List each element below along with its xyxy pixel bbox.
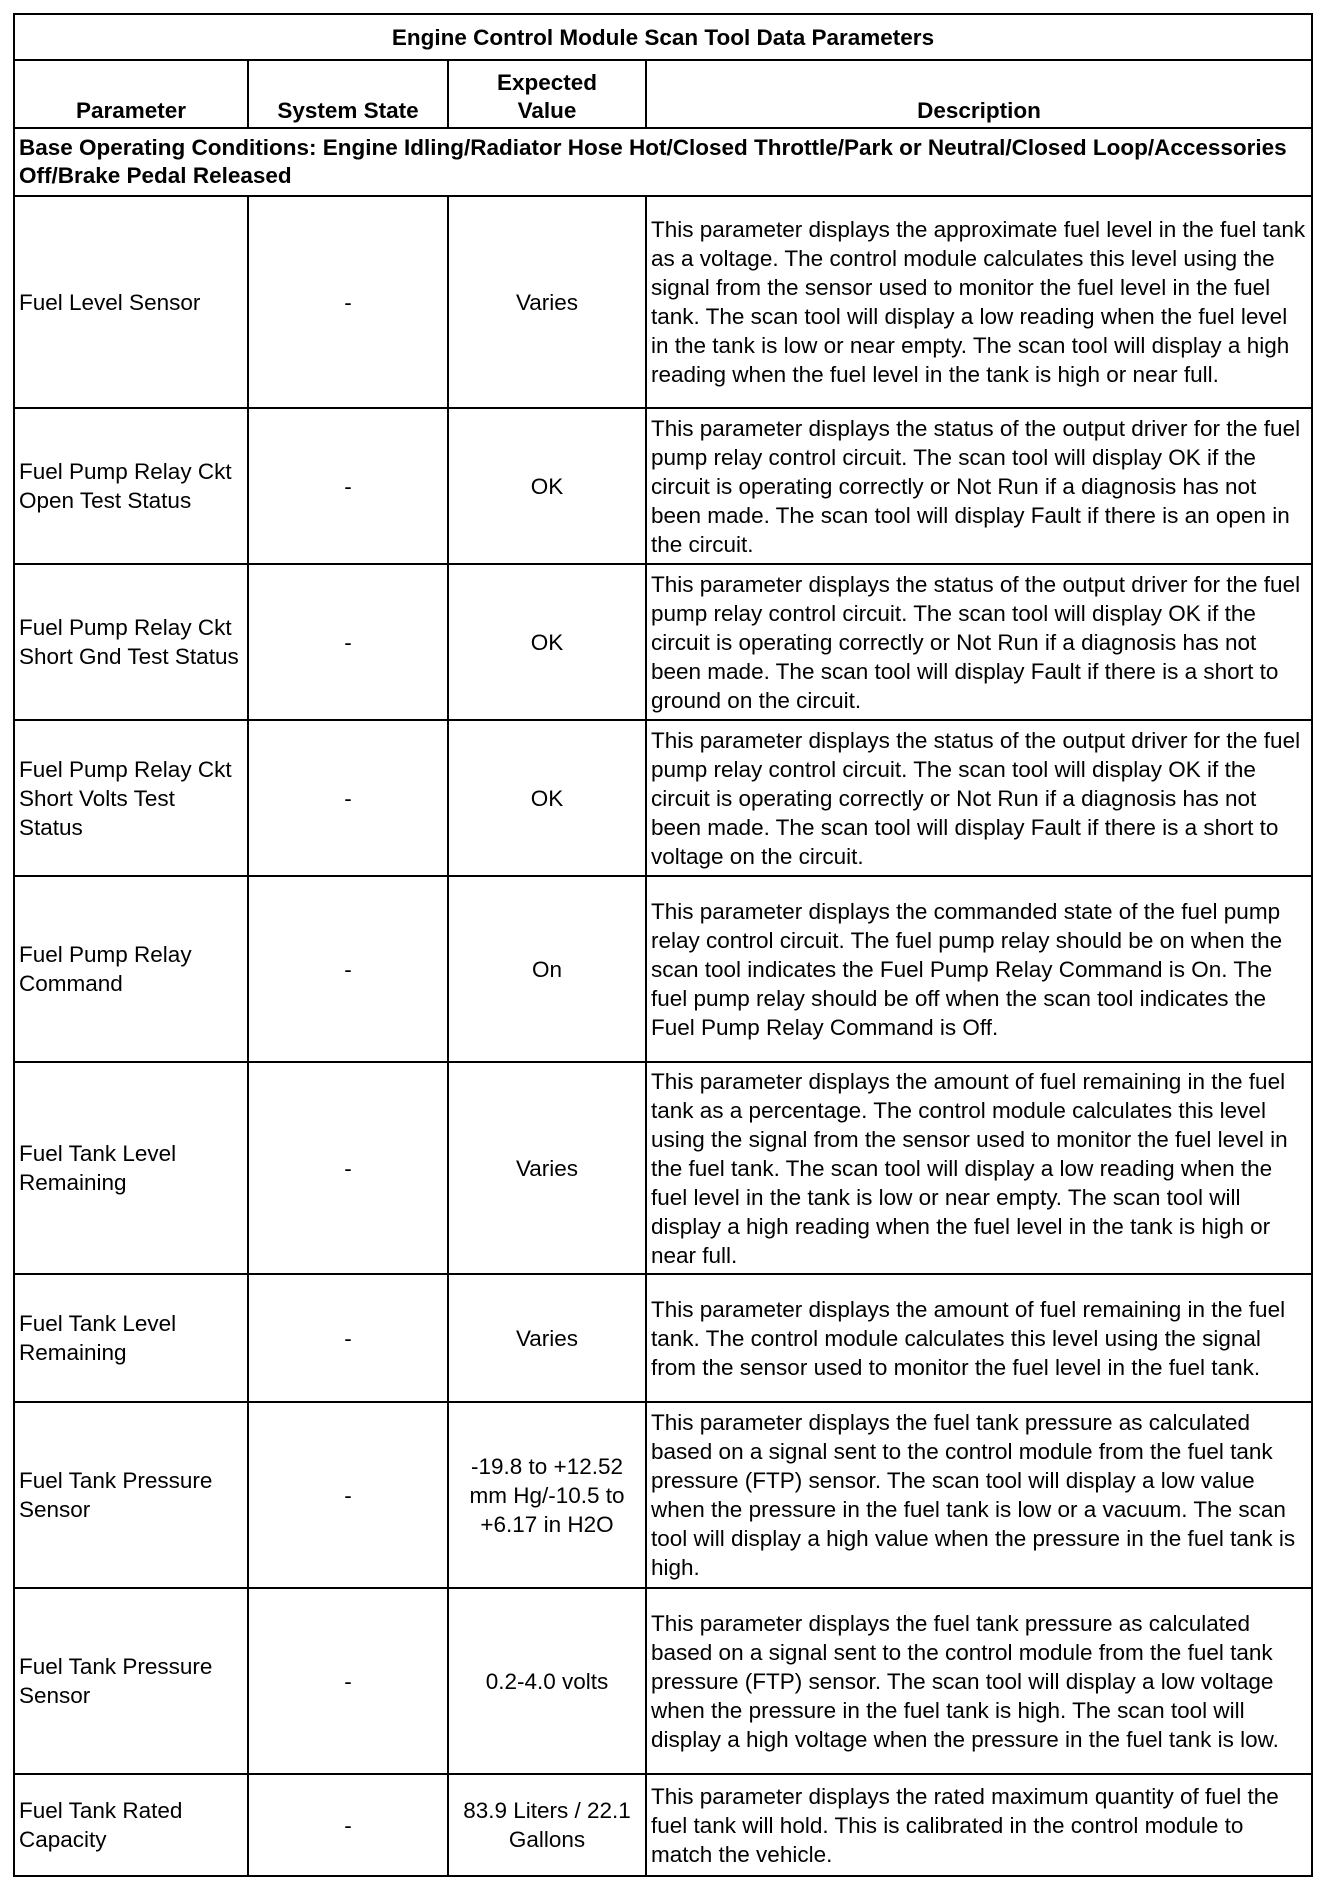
col-header-description: Description (646, 60, 1312, 128)
system-state-cell: - (248, 408, 448, 564)
description-cell: This parameter displays the commanded state of the fuel pump relay control circuit. The fuel pump relay should be on when the scan tool indicates the Fuel Pump Relay Command is On. The fuel pump relay should be off when the scan tool indicates the Fuel Pump Relay Command is Off. (646, 876, 1312, 1062)
description-cell: This parameter displays the amount of fuel remaining in the fuel tank as a percentage. The control module calculates this level using the signal from the sensor used to monitor the fuel level in the fuel tank. The scan tool will display a low reading when the fuel level in the tank is low or near empty. The scan tool will display a high reading when the fuel level in the tank is high or near full. (646, 1062, 1312, 1274)
description-cell: This parameter displays the approximate fuel level in the fuel tank as a voltage. The control module calculates this level using the signal from the sensor used to monitor the fuel level in the fuel tank. The scan tool will display a low reading when the fuel level in the tank is low or near empty. The scan tool will display a high reading when the fuel level in the tank is high or near full. (646, 196, 1312, 408)
table-row (14, 408, 1312, 564)
col-header-expected-value (448, 60, 646, 128)
parameter-cell: Fuel Pump Relay Ckt Short Volts Test Status (14, 720, 248, 876)
expected-value-cell: OK (448, 408, 646, 564)
scan-data-table (13, 13, 1313, 1877)
description-cell: This parameter displays the status of the output driver for the fuel pump relay control circuit. The scan tool will display OK if the circuit is operating correctly or Not Run if a diagnosis has not been made. The scan tool will display Fault if there is an open in the circuit. (646, 408, 1312, 564)
table-row (14, 1062, 1312, 1274)
expected-value-cell: 83.9 Liters / 22.1 Gallons (448, 1774, 646, 1876)
base-operating-conditions: Base Operating Conditions: Engine Idling/Radiator Hose Hot/Closed Throttle/Park or Neutral/Closed Loop/Accessories Off/Brake Pedal Released (14, 128, 1312, 196)
table-row (14, 1588, 1312, 1774)
description-cell: This parameter displays the rated maximum quantity of fuel the fuel tank will hold. This is calibrated in the control module to match the vehicle. (646, 1774, 1312, 1876)
col-header-system-state: System State (248, 60, 448, 128)
system-state-cell: - (248, 564, 448, 720)
parameter-cell: Fuel Tank Pressure Sensor (14, 1588, 248, 1774)
table-title: Engine Control Module Scan Tool Data Parameters (14, 14, 1312, 60)
col-header-expected-value-text: Expected Value (496, 70, 598, 123)
parameter-cell: Fuel Tank Level Remaining (14, 1274, 248, 1402)
expected-value-cell: -19.8 to +12.52 mm Hg/-10.5 to +6.17 in H2O (448, 1402, 646, 1588)
parameter-cell: Fuel Pump Relay Ckt Open Test Status (14, 408, 248, 564)
table-row (14, 1274, 1312, 1402)
parameter-cell: Fuel Level Sensor (14, 196, 248, 408)
system-state-cell: - (248, 1774, 448, 1876)
expected-value-cell: On (448, 876, 646, 1062)
description-cell: This parameter displays the fuel tank pressure as calculated based on a signal sent to the control module from the fuel tank pressure (FTP) sensor. The scan tool will display a low voltage when the pressure in the fuel tank is high. The scan tool will display a high voltage when the pressure in the fuel tank is low. (646, 1588, 1312, 1774)
table-row (14, 720, 1312, 876)
parameter-cell: Fuel Pump Relay Ckt Short Gnd Test Status (14, 564, 248, 720)
system-state-cell: - (248, 876, 448, 1062)
description-cell: This parameter displays the fuel tank pressure as calculated based on a signal sent to the control module from the fuel tank pressure (FTP) sensor. The scan tool will display a low value when the pressure in the fuel tank is low or a vacuum. The scan tool will display a high value when the pressure in the fuel tank is high. (646, 1402, 1312, 1588)
expected-value-cell: Varies (448, 1062, 646, 1274)
table-row (14, 1402, 1312, 1588)
table-row (14, 196, 1312, 408)
table-row (14, 564, 1312, 720)
expected-value-cell: 0.2-4.0 volts (448, 1588, 646, 1774)
system-state-cell: - (248, 1274, 448, 1402)
system-state-cell: - (248, 1402, 448, 1588)
expected-value-cell: Varies (448, 196, 646, 408)
system-state-cell: - (248, 720, 448, 876)
description-cell: This parameter displays the amount of fuel remaining in the fuel tank. The control module calculates this level using the signal from the sensor used to monitor the fuel level in the fuel tank. (646, 1274, 1312, 1402)
expected-value-cell: OK (448, 564, 646, 720)
parameter-cell: Fuel Tank Pressure Sensor (14, 1402, 248, 1588)
description-cell: This parameter displays the status of the output driver for the fuel pump relay control circuit. The scan tool will display OK if the circuit is operating correctly or Not Run if a diagnosis has not been made. The scan tool will display Fault if there is a short to ground on the circuit. (646, 564, 1312, 720)
parameter-cell: Fuel Tank Rated Capacity (14, 1774, 248, 1876)
parameter-cell: Fuel Pump Relay Command (14, 876, 248, 1062)
system-state-cell: - (248, 1062, 448, 1274)
parameter-cell: Fuel Tank Level Remaining (14, 1062, 248, 1274)
table-row (14, 1774, 1312, 1876)
system-state-cell: - (248, 1588, 448, 1774)
system-state-cell: - (248, 196, 448, 408)
table-row (14, 876, 1312, 1062)
expected-value-cell: OK (448, 720, 646, 876)
description-cell: This parameter displays the status of the output driver for the fuel pump relay control circuit. The scan tool will display OK if the circuit is operating correctly or Not Run if a diagnosis has not been made. The scan tool will display Fault if there is a short to voltage on the circuit. (646, 720, 1312, 876)
col-header-parameter: Parameter (14, 60, 248, 128)
expected-value-cell: Varies (448, 1274, 646, 1402)
